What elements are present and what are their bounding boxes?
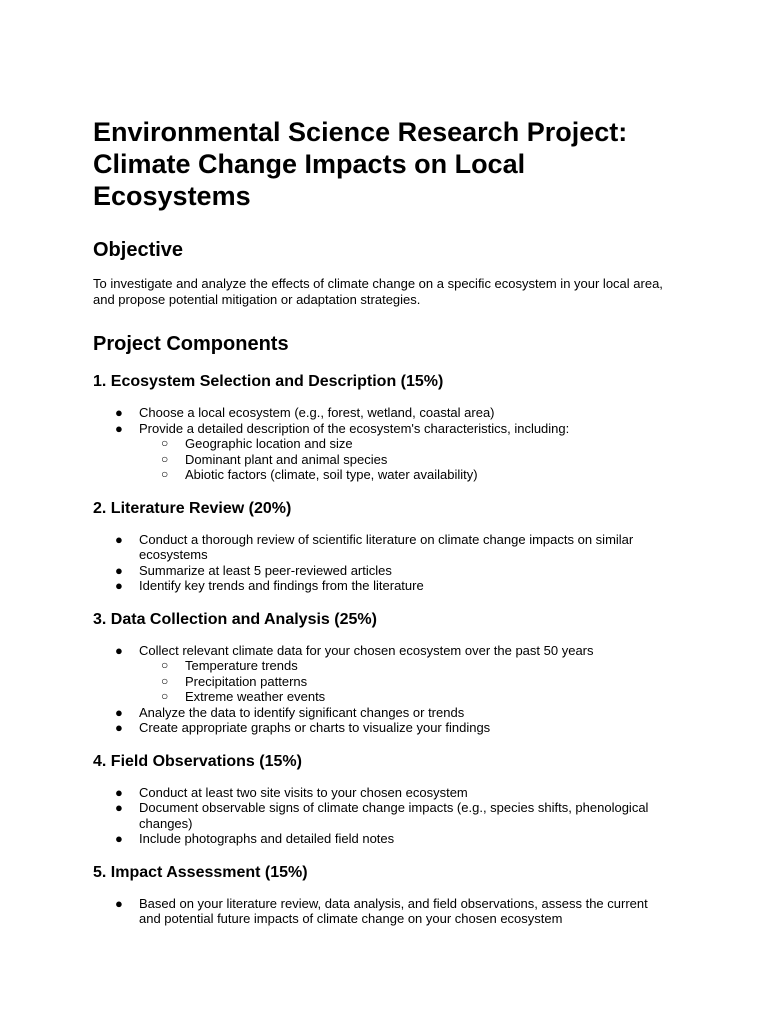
hollow-bullet-icon: ○ [161,658,169,672]
list-item [93,831,673,847]
list-item-text: Create appropriate graphs or charts to visualize your findings [139,720,491,735]
sub-list-item-text: Abiotic factors (climate, soil type, water availability) [185,467,478,482]
sub-bullet-list [139,436,673,483]
sub-list-item-text: Geographic location and size [185,436,353,451]
section-heading: 1. Ecosystem Selection and Description (15%) [93,373,444,390]
objective-text: To investigate and analyze the effects of climate change on a specific ecosystem in your local area, and propose potential mitigation or adaptation strategies. [93,276,663,307]
sub-list-item [139,436,673,452]
document-content [93,116,673,927]
bullet-icon: ● [115,562,123,578]
section-heading: 5. Impact Assessment (15%) [93,863,308,881]
bullet-icon: ● [115,704,123,720]
objective-heading: Objective [93,239,184,261]
bullet-icon: ● [115,720,123,735]
sub-list-item [139,689,673,705]
bullet-icon: ● [115,531,123,547]
list-item-text: Based on your literature review, data analysis, and field observations, assess the current and potential future impacts of climate change on your chosen ecosystem [139,895,648,926]
list-item [93,643,673,705]
list-item-text: Document observable signs of climate change impacts (e.g., species shifts, phenological changes) [139,800,649,831]
bullet-list [93,405,673,483]
list-item [93,896,673,927]
sub-list-item-text: Dominant plant and animal species [185,451,388,467]
bullet-icon: ● [115,405,123,420]
list-item-text: Analyze the data to identify significant changes or trends [139,704,465,720]
list-item-text: Choose a local ecosystem (e.g., forest, wetland, coastal area) [139,405,495,420]
bullet-list [93,896,673,927]
hollow-bullet-icon: ○ [161,451,169,466]
bullet-list [93,532,673,594]
bullet-list [93,643,673,736]
sub-list-item-text: Temperature trends [185,658,298,673]
bullet-icon: ● [115,420,123,436]
bullet-icon: ● [115,642,123,658]
section-heading: 4. Field Observations (15%) [93,752,302,770]
sub-list-item [139,467,673,483]
sub-list-item [139,674,673,690]
list-item [93,785,673,801]
list-item-text: Collect relevant climate data for your chosen ecosystem over the past 50 years [139,642,594,658]
list-item [93,705,673,721]
bullet-icon: ● [115,578,123,593]
list-item-text: Include photographs and detailed field notes [139,831,395,846]
section-heading: 3. Data Collection and Analysis (25%) [93,610,377,628]
list-item-text: Summarize at least 5 peer-reviewed articles [139,562,392,578]
project-components-heading: Project Components [93,333,289,355]
list-item [93,405,673,421]
list-item [93,563,673,579]
sub-list-item-text: Precipitation patterns [185,673,308,689]
list-item-text: Provide a detailed description of the ecosystem's characteristics, including: [139,420,570,436]
bullet-icon: ● [115,831,123,846]
hollow-bullet-icon: ○ [161,689,169,703]
sub-list-item-text: Extreme weather events [185,689,326,704]
bullet-list [93,785,673,847]
hollow-bullet-icon: ○ [161,436,169,450]
sub-list-item [139,658,673,674]
section-heading: 2. Literature Review (20%) [93,499,292,517]
sub-bullet-list [139,658,673,705]
list-item [93,578,673,594]
list-item-text: Conduct a thorough review of scientific literature on climate change impacts on similar ecosystems [139,531,634,562]
bullet-icon: ● [115,895,123,911]
bullet-icon: ● [115,784,123,800]
list-item [93,800,673,831]
sub-list-item [139,452,673,468]
list-item [93,720,673,736]
bullet-icon: ● [115,800,123,815]
hollow-bullet-icon: ○ [161,673,169,688]
list-item [93,421,673,483]
document-title: Environmental Science Research Project: Climate Change Impacts on Local Ecosystems [93,117,628,211]
hollow-bullet-icon: ○ [161,467,169,481]
list-item-text: Conduct at least two site visits to your chosen ecosystem [139,784,468,800]
list-item [93,532,673,563]
list-item-text: Identify key trends and findings from the literature [139,578,424,593]
